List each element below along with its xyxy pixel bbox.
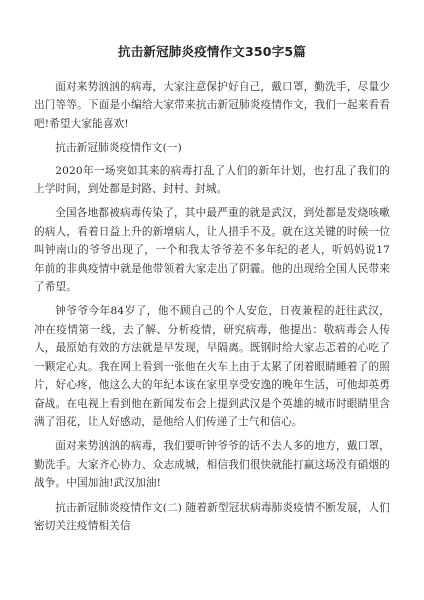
essay-paragraph-1: 2020年一场突如其来的病毒打乱了人们的新年计划，也打乱了我们的上学时间，到处都是封路、封村、封城。	[34, 164, 390, 196]
essay-paragraph-4: 面对来势汹汹的病毒，我们要听钟爷爷的话不去人多的地方，戴口罩，勤洗手。大家齐心协力、众志成城，相信我们很快就能打赢这场没有硝烟的战争。中国加油!武汉加油!	[34, 440, 390, 490]
essay-paragraph-3: 钟爷爷今年84岁了，他不顾自己的个人安危，日夜兼程的赶往武汉，冲在疫情第一线，去了解、分析疫情，研究病毒，他提出：敬病毒会人传人，最原始有效的方法就是早发现，早隔离。既钢时给大家忐忑着的心吃了一颗定心丸。我在网上看到一张他在火车上由于太累了闭着眼睛睡着了的照片，好心疼，他这么大的年纪本该在家里享受安逸的晚年生活，可他却英勇奋战。在电视上看到他在新闻发布会上提到武汉是个英雄的城市时眼睛里含满了泪花，让人好感动，是他给人们传递了士气和信心。	[34, 305, 390, 428]
section-heading-2: 抗击新冠肺炎疫情作文(二) 随着新型冠状病毒肺炎疫情不断发展，人们密切关注疫情相关信	[34, 501, 390, 532]
document-title: 抗击新冠肺炎疫情作文350字5篇	[118, 44, 306, 59]
section-heading-1: 抗击新冠肺炎疫情作文(一)	[55, 142, 182, 155]
intro-paragraph: 面对来势汹汹的病毒，大家注意保护好自己，戴口罩，勤洗手，尽量少出门等等。下面是小编给大家带来抗击新冠肺炎疫情作文，我们一起来看看吧!希望大家能喜欢!	[34, 81, 390, 130]
essay-paragraph-2: 全国各地都被病毒传染了，其中最严重的就是武汉，到处都是发烧咳嗽的病人，看着日益上升的新增病人，让人措手不及。就在这关键的时候一位叫钟南山的爷爷出现了，一个和我太爷爷差不多年纪的老人，听妈妈说17年前的非典疫情中就是他带领着大家走出了阴霾。他的出现给全国人民带来了希望。	[34, 207, 390, 294]
